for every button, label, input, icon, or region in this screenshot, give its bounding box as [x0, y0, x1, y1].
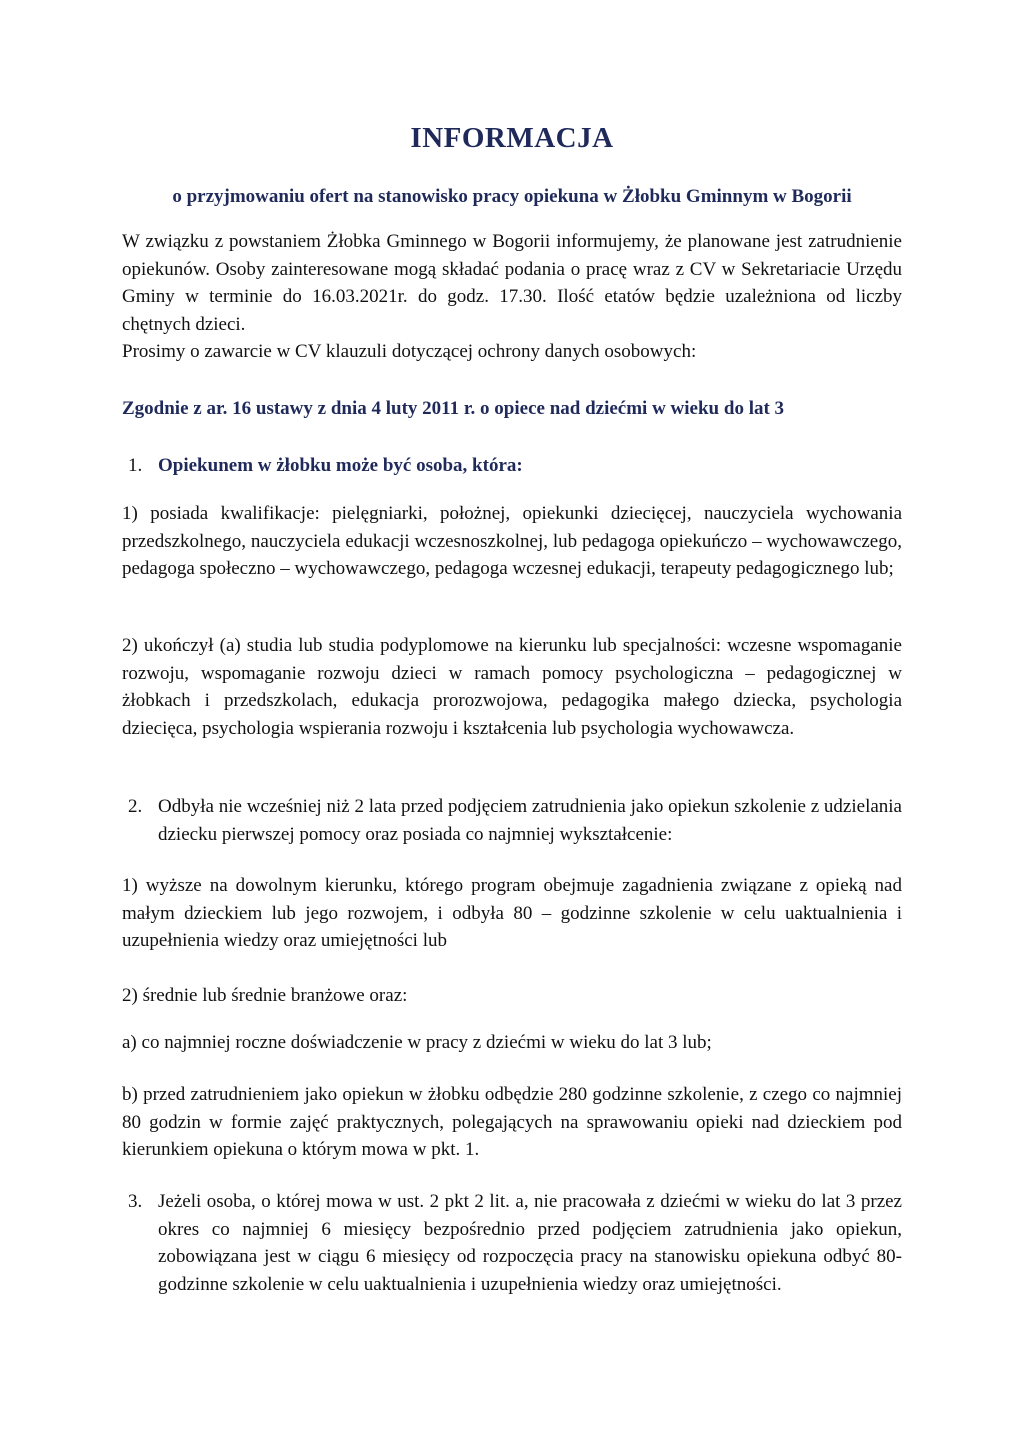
section-3-number: 3. [128, 1191, 143, 1212]
section-1-heading: Opiekunem w żłobku może być osoba, która: [158, 455, 523, 476]
intro-text: W związku z powstaniem Żłobka Gminnego w Bogorii informujemy, że planowane jest zatrudnienie opiekunów. Osoby zainteresowane mogą składać podania o pracę wraz z CV w Sekretariacie Urzędu Gminy w terminie do 16.03.2021r. do godz. 17.30. Ilość etatów będzie uzależniona od liczby chętnych dzieci. [122, 231, 902, 335]
cv-clause-request: Prosimy o zawarcie w CV klauzuli dotyczącej ochrony danych osobowych: [122, 341, 697, 362]
section-2-item-a: a) co najmniej roczne doświadczenie w pracy z dziećmi w wieku do lat 3 lub; [122, 1032, 712, 1053]
section-1-number: 1. [128, 455, 143, 476]
intro-paragraph [122, 228, 902, 366]
legal-basis-heading: Zgodnie z ar. 16 ustawy z dnia 4 luty 2011 r. o opiece nad dziećmi w wieku do lat 3 [122, 398, 785, 419]
page-subtitle: o przyjmowaniu ofert na stanowisko pracy opiekuna w Żłobku Gminnym w Bogorii [172, 186, 852, 207]
section-2-item-1: 1) wyższe na dowolnym kierunku, którego program obejmuje zagadnienia związane z opieką nad małym dzieckiem lub jego rozwojem, i odbyła 80 – godzinne szkolenie w celu uaktualnienia i uzupełnienia wiedzy oraz umiejętności lub [122, 875, 902, 951]
section-1-item-1: 1) posiada kwalifikacje: pielęgniarki, położnej, opiekunki dziecięcej, nauczyciela wychowania przedszkolnego, nauczyciela edukacji wczesnoszkolnej, lub pedagoga opiekuńczo – wychowawczego, pedagoga społeczno – wychowawczego, pedagoga wczesnej edukacji, terapeuty pedagogicznego lub; [122, 503, 902, 579]
section-1-item-2: 2) ukończył (a) studia lub studia podyplomowe na kierunku lub specjalności: wczesne wspomaganie rozwoju, wspomaganie rozwoju dzieci w ramach pomocy psychologiczna – pedagogicznej w żłobkach i przedszkolach, edukacja prorozwojowa, pedagogika małego dziecka, psychologia dziecięca, psychologia wspierania rozwoju i kształcenia lub psychologia wychowawcza. [122, 635, 902, 739]
section-2-number: 2. [128, 796, 143, 817]
section-2-item-2: 2) średnie lub średnie branżowe oraz: [122, 985, 408, 1006]
page-title: INFORMACJA [410, 122, 614, 154]
section-2-item-b: b) przed zatrudnieniem jako opiekun w żłobku odbędzie 280 godzinne szkolenie, z czego co najmniej 80 godzin w formie zajęć praktycznych, polegających na sprawowaniu opieki nad dzieckiem pod kierunkiem opiekuna o którym mowa w pkt. 1. [122, 1084, 902, 1160]
section-3-text: Jeżeli osoba, o której mowa w ust. 2 pkt 2 lit. a, nie pracowała z dziećmi w wieku do lat 3 przez okres co najmniej 6 miesięcy bezpośrednio przed podjęciem zatrudnienia jako opiekun, zobowiązana jest w ciągu 6 miesięcy od rozpoczęcia pracy na stanowisku opiekuna odbyć 80-godzinne szkolenie w celu uaktualnienia i uzupełnienia wiedzy oraz umiejętności. [158, 1191, 902, 1295]
section-2-text: Odbyła nie wcześniej niż 2 lata przed podjęciem zatrudnienia jako opiekun szkolenie z udzielania dziecku pierwszej pomocy oraz posiada co najmniej wykształcenie: [158, 796, 902, 845]
